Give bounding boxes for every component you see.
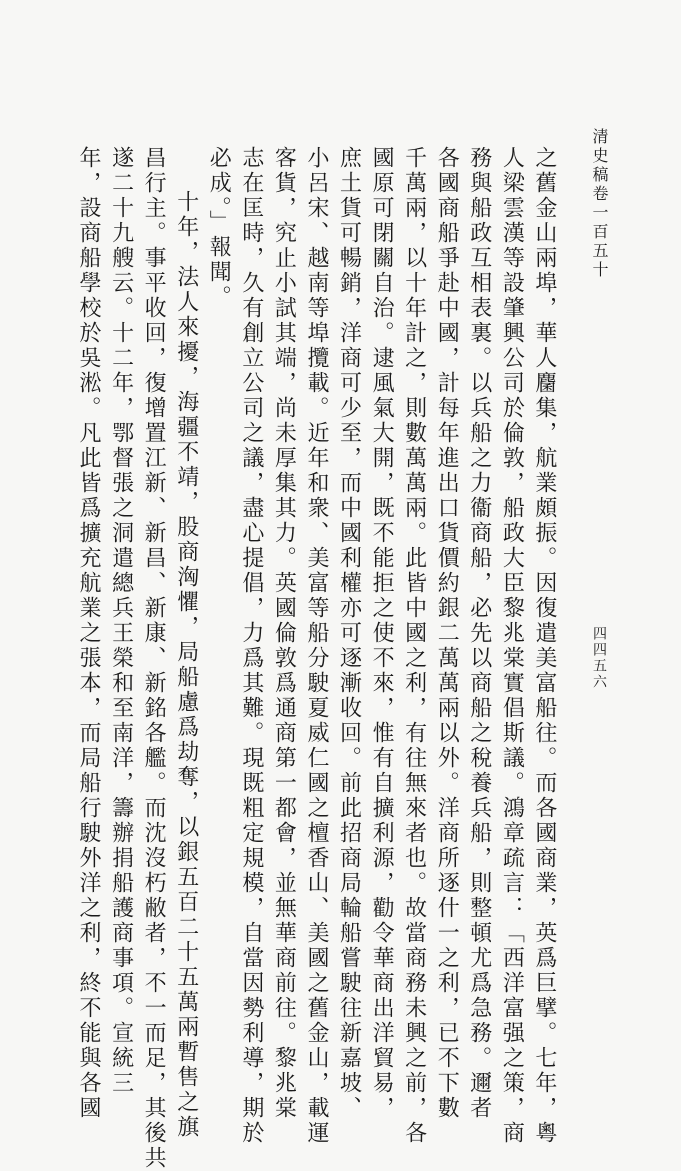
running-title: 清史稿卷一百五十	[590, 128, 609, 280]
text-column: 務與船政互相表裏。以兵船之力衞商船，必先以商船之稅養兵船，則整頓尤爲急務。邇者	[466, 146, 492, 1121]
text-column: 客貨，究止小試其端，尚未厚集其力。英國倫敦爲通商第一都會，並無華商前往。黎兆棠	[271, 146, 297, 1121]
text-column: 遂二十九艘云。十二年，鄂督張之洞遣總兵王榮和至南洋，籌辦捐船護商事項。宣統三	[108, 146, 134, 1096]
text-column: 之舊金山兩埠，華人麕集，航業頗振。因復遣美富船往。而各國商業，英爲巨擘。七年，粵	[531, 146, 557, 1146]
page-number: 四四五六	[591, 626, 607, 690]
text-column: 十年，法人來擾，海疆不靖，股商洶懼，局船慮爲劫奪，以銀五百二十五萬兩暫售之旗	[173, 190, 199, 1140]
text-column: 小呂宋、越南等埠攬載。近年和衆、美富等船分駛夏威仁國之檀香山、美國之舊金山，載運	[303, 146, 329, 1146]
text-column: 國原可閉關自治。逮風氣大開，既不能拒之使不來，惟有自擴利源，勸令華商出洋貿易，	[369, 146, 395, 1121]
text-column: 各國商船爭赴中國，計每年進出口貨價約銀二萬萬兩以外。洋商所逐什一之利，已不下數	[434, 146, 460, 1121]
text-column: 庶土貨可暢銷，洋商可少至，而中國利權亦可逐漸收回。前此招商局輪船嘗駛往新嘉坡、	[336, 146, 362, 1121]
text-column: 千萬兩，以十年計之，則數萬萬兩。此皆中國之利，有往無來者也。故當商務未興之前，各	[401, 146, 427, 1146]
text-column: 志在匡時，久有創立公司之議，盡心提倡，力爲其難。現既粗定規模，自當因勢利導，期於	[238, 146, 264, 1146]
text-column: 年，設商船學校於吳淞。凡此皆爲擴充航業之張本，而局船行駛外洋之利，終不能與各國	[76, 146, 101, 1121]
text-column: 昌行主。事平收回，復增置江新、新昌、新康、新銘各艦。而沈沒朽敝者，不一而足，其後共	[141, 146, 167, 1171]
text-column: 人梁雲漢等設肇興公司於倫敦，船政大臣黎兆棠實倡斯議。鴻章疏言：「西洋富强之策，商	[499, 146, 525, 1146]
text-column: 必成。」報聞。	[206, 146, 232, 310]
text-body	[76, 146, 557, 1171]
